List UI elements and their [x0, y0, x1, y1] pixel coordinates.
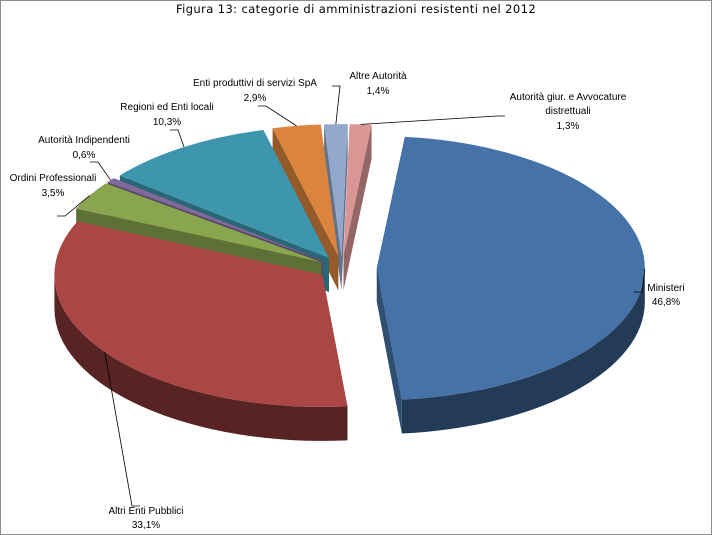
- label-autorita-indipendenti: Autorità Indipendenti: [38, 135, 130, 146]
- label-autorita-giur-line2: distrettuali: [545, 106, 591, 117]
- label-altre-autorita: Altre Autorità: [349, 71, 407, 82]
- pie-slices: [54, 124, 644, 441]
- label-ordini-professionali: Ordini Professionali: [9, 173, 97, 184]
- leader-line-6: [332, 86, 340, 124]
- chart-title: Figura 13: categorie di amministrazioni resistenti nel 2012: [175, 2, 537, 16]
- value-enti-produttivi: 2,9%: [243, 93, 267, 104]
- label-ministeri: Ministeri: [647, 283, 685, 294]
- value-autorita-giur: 1,3%: [556, 121, 580, 132]
- value-regioni-enti-locali: 10,3%: [152, 117, 182, 128]
- value-ordini-professionali: 3,5%: [41, 188, 65, 199]
- value-autorita-indipendenti: 0,6%: [72, 150, 96, 161]
- leader-line-7: [361, 116, 505, 124]
- label-enti-produttivi: Enti produttivi di servizi SpA: [193, 78, 317, 89]
- value-altre-autorita: 1,4%: [366, 86, 390, 97]
- leader-line-5: [258, 106, 297, 126]
- leader-line-4: [170, 130, 184, 147]
- label-altri-enti-pubblici: Altri Enti Pubblici: [108, 506, 184, 517]
- label-regioni-enti-locali: Regioni ed Enti locali: [120, 102, 214, 113]
- value-altri-enti-pubblici: 33,1%: [131, 520, 161, 531]
- slice-7-top: [344, 124, 372, 256]
- value-ministeri: 46,8%: [651, 297, 681, 308]
- slice-0: [377, 137, 645, 434]
- slice-7: [344, 124, 372, 290]
- label-autorita-giur-line1: Autorità giur. e Avvocature: [509, 92, 627, 103]
